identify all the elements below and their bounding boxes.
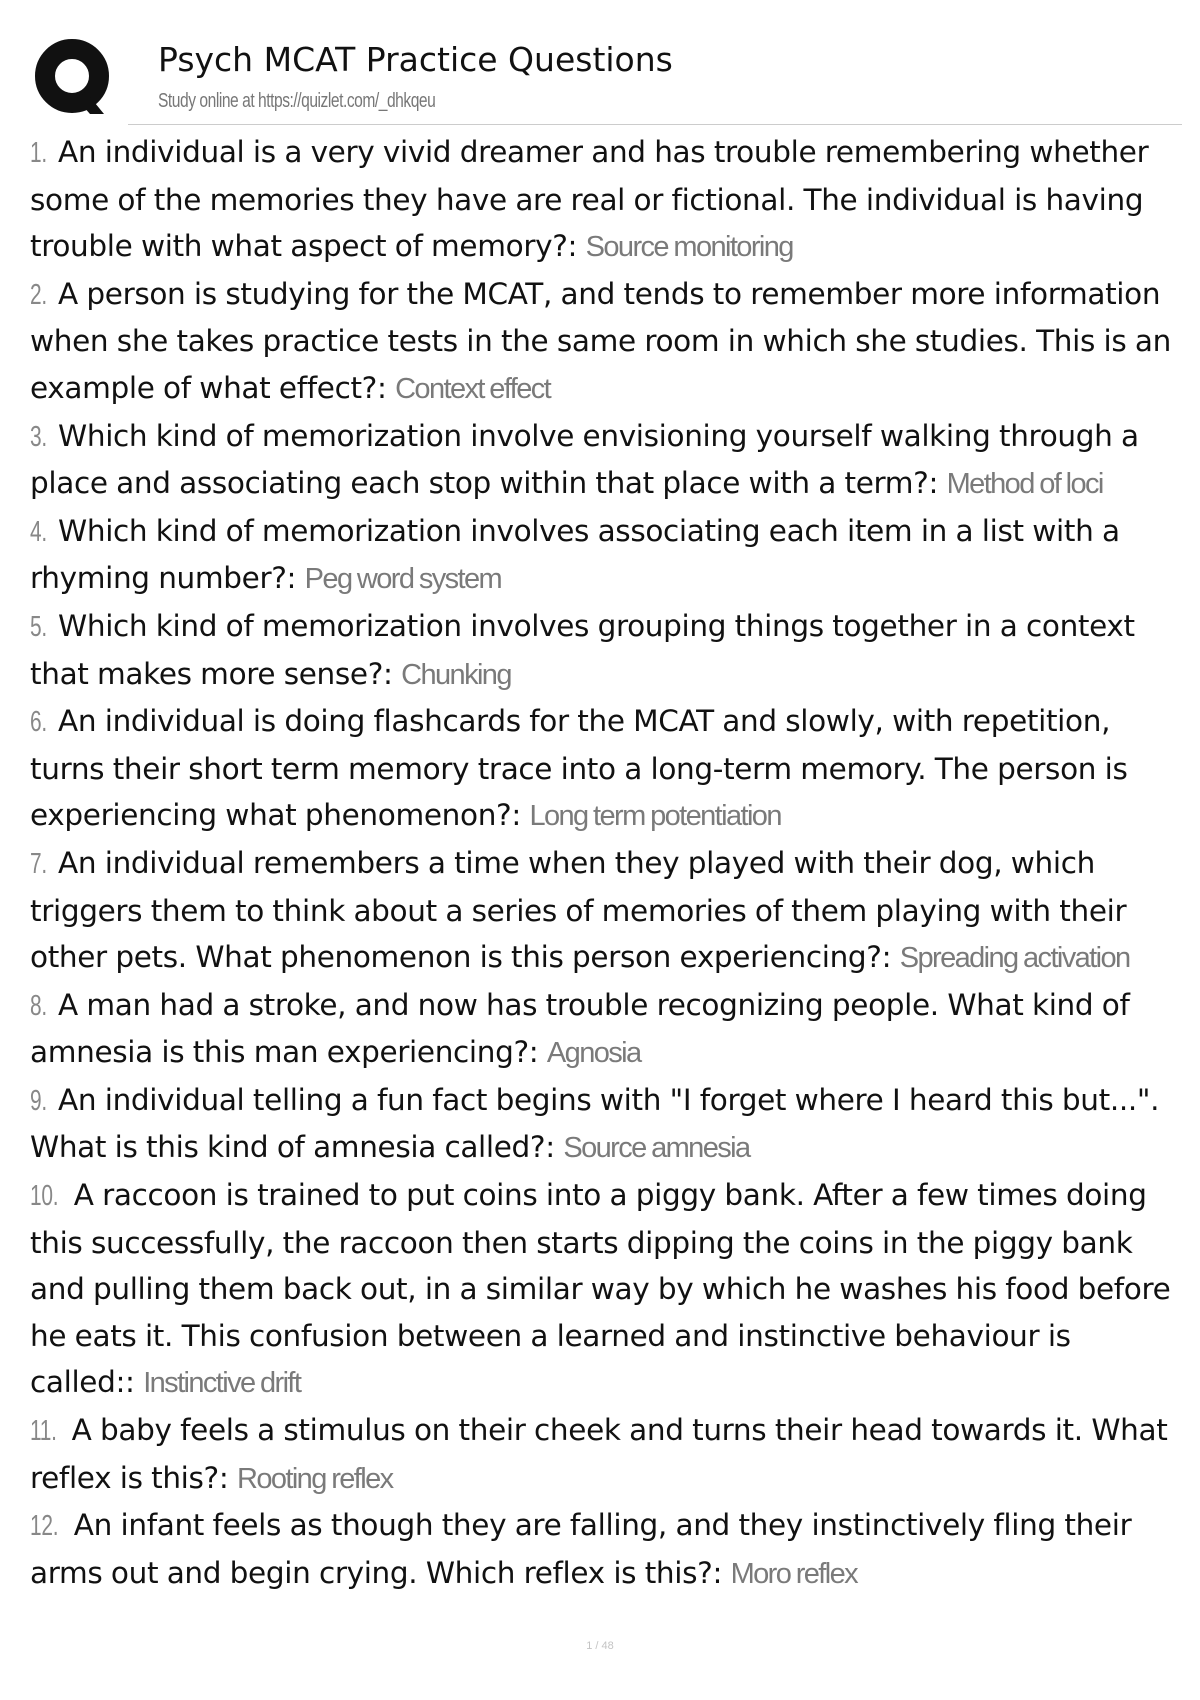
question-number: 3. (30, 420, 47, 453)
question-number: 6. (30, 706, 47, 739)
question-number: 9. (30, 1084, 47, 1117)
question-item (30, 1172, 1182, 1407)
quizlet-logo-icon (32, 38, 138, 122)
question-number: 8. (30, 989, 47, 1022)
question-item (30, 1077, 1182, 1172)
question-text: Which kind of memorization involve envisioning yourself walking through a place and associating each stop within that place with a term?: (30, 418, 1139, 501)
question-text: A raccoon is trained to put coins into a piggy bank. After a few times doing this successfully, the raccoon then starts dipping the coins in the piggy bank and pulling them back out, in a similar way by which he washes his food before he eats it. This confusion between a learned and instinctive behaviour is called:: (30, 1178, 1171, 1400)
question-number: 12. (30, 1510, 59, 1543)
answer-text: Source monitoring (585, 231, 793, 264)
page-title: Psych MCAT Practice Questions (158, 40, 673, 79)
document-page (30, 36, 1182, 1597)
question-text: An individual is a very vivid dreamer and has trouble remembering whether some of the memories they have are real or fictional. The individual is having trouble with what aspect of memory?: (30, 135, 1149, 264)
answer-text: Agnosia (546, 1037, 641, 1070)
question-number: 11. (30, 1415, 57, 1448)
question-list (30, 129, 1182, 1597)
question-text: A person is studying for the MCAT, and tends to remember more information when she takes practice tests in the same room in which she studies. This is an example of what effect?: (30, 276, 1171, 405)
answer-text: Long term potentiation (529, 800, 781, 833)
question-text: Which kind of memorization involves grouping things together in a context that makes more sense?: (30, 608, 1135, 691)
question-text: A baby feels a stimulus on their cheek and turns their head towards it. What reflex is this?: (30, 1413, 1168, 1495)
study-online-link[interactable]: Study online at https://quizlet.com/_dhkqeu (158, 90, 436, 112)
question-number: 7. (30, 847, 47, 880)
question-item (30, 840, 1182, 982)
document-header (30, 36, 1182, 124)
question-number: 4. (30, 515, 47, 548)
question-number: 5. (30, 610, 47, 643)
question-item (30, 129, 1182, 271)
question-item (30, 603, 1182, 698)
question-item (30, 698, 1182, 840)
question-item (30, 982, 1182, 1077)
answer-text: Peg word system (304, 563, 502, 596)
question-item (30, 508, 1182, 603)
question-number: 10. (30, 1180, 59, 1213)
answer-text: Spreading activation (899, 942, 1130, 975)
question-text: An infant feels as though they are falling, and they instinctively fling their arms out and begin crying. Which reflex is this?: (30, 1508, 1132, 1590)
answer-text: Instinctive drift (143, 1367, 301, 1400)
answer-text: Moro reflex (730, 1557, 858, 1590)
answer-text: Chunking (401, 658, 511, 691)
question-item (30, 1502, 1182, 1597)
question-number: 2. (30, 278, 47, 311)
question-item (30, 413, 1182, 508)
page-indicator: 1 / 48 (586, 1640, 614, 1652)
answer-text: Method of loci (946, 468, 1103, 501)
answer-text: Source amnesia (563, 1132, 750, 1165)
question-text: Which kind of memorization involves associating each item in a list with a rhyming number?: (30, 513, 1120, 596)
header-divider (128, 124, 1182, 125)
question-text: An individual remembers a time when they played with their dog, which triggers them to think about a series of memories of them playing with their other pets. What phenomenon is this person experiencing?: (30, 845, 1127, 975)
question-number: 1. (30, 137, 47, 169)
question-item (30, 1407, 1182, 1502)
answer-text: Context effect (395, 372, 551, 405)
question-text: An individual telling a fun fact begins with "I forget where I heard this but...". What is this kind of amnesia called?: (30, 1082, 1160, 1165)
answer-text: Rooting reflex (236, 1462, 393, 1495)
question-item (30, 271, 1182, 413)
question-text: A man had a stroke, and now has trouble recognizing people. What kind of amnesia is this man experiencing?: (30, 987, 1130, 1070)
question-text: An individual is doing flashcards for the MCAT and slowly, with repetition, turns their short term memory trace into a long-term memory. The person is experiencing what phenomenon?: (30, 704, 1128, 833)
